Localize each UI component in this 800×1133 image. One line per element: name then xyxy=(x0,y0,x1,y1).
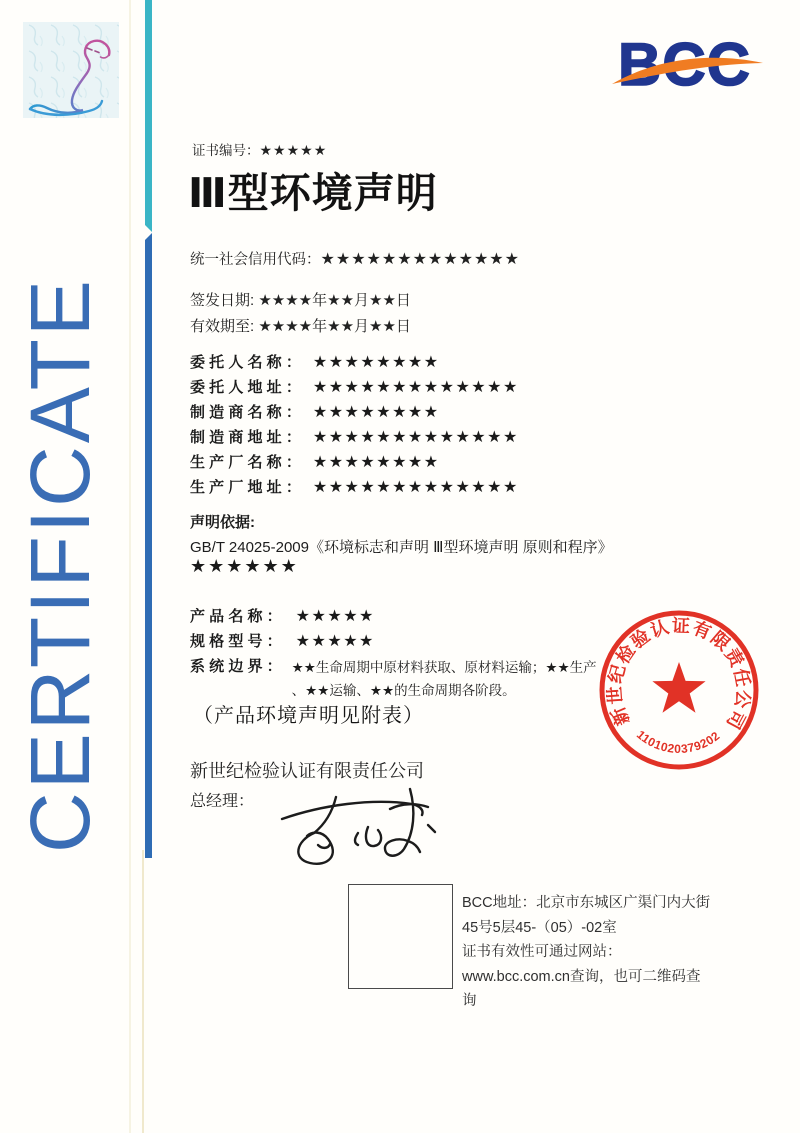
field-label: 生 产 厂 地 址 ： xyxy=(190,479,301,496)
field-value: ★★★★★★★★★★★★★ xyxy=(312,479,519,496)
signer-label: 总经理： xyxy=(190,793,255,810)
system-boundary-label: 系 统 边 界 ： xyxy=(190,658,282,675)
valid-date-row xyxy=(190,315,411,336)
footer-line: 询 xyxy=(462,993,477,1009)
signature-image xyxy=(262,775,452,870)
footer-line: 45号5层45-（05）-02室 xyxy=(462,919,617,936)
cert-number-label: 证书编号： xyxy=(192,143,260,158)
product-model-value: ★★★★★ xyxy=(295,633,375,650)
scan-artifact-line xyxy=(142,850,144,1133)
hologram-animal-image xyxy=(23,22,119,118)
footer-address xyxy=(462,891,762,1014)
product-model-row xyxy=(190,631,375,653)
valid-date-value: ★★★★年★★月★★日 xyxy=(258,318,411,335)
svg-text:1101020379202 xyxy=(634,727,723,755)
system-boundary-line1: ★★生命周期中原材料获取、原材料运输；★★生产 xyxy=(291,660,597,675)
basis-stars-value: ★★★★★★ xyxy=(190,556,299,576)
product-model-label: 规 格 型 号 ： xyxy=(190,633,282,650)
annex-note: （产品环境声明见附表） xyxy=(193,705,424,727)
field-row-client-name xyxy=(190,350,519,375)
party-fields xyxy=(190,350,519,500)
basis-standard-text: GB/T 24025-2009《环境标志和声明 Ⅲ型环境声明 原则和程序》 xyxy=(190,539,613,556)
company-name: 新世纪检验认证有限责任公司 xyxy=(190,761,424,781)
bcc-logo-text: BCC xyxy=(618,31,751,94)
field-row-manufacturer-address xyxy=(190,425,519,450)
stamp-star-icon xyxy=(652,662,705,713)
field-value: ★★★★★★★★ xyxy=(312,404,440,421)
product-name-label: 产 品 名 称 ： xyxy=(190,608,282,625)
field-row-factory-name xyxy=(190,450,519,475)
field-value: ★★★★★★★★ xyxy=(312,454,440,471)
product-name-row xyxy=(190,606,375,628)
scan-artifact-line xyxy=(129,0,131,1133)
stamp-number-text: 1101020379202 xyxy=(633,727,723,756)
field-label: 委 托 人 地 址 ： xyxy=(190,379,301,396)
field-label: 制 造 商 名 称 ： xyxy=(190,404,301,421)
cert-number-value: ★★★★★ xyxy=(259,142,328,158)
valid-date-label: 有效期至: xyxy=(190,318,259,335)
credit-code-row xyxy=(190,248,520,269)
issue-date-row xyxy=(190,289,411,310)
field-row-factory-address xyxy=(190,475,519,500)
cert-number-row xyxy=(192,139,327,159)
footer-line: 证书有效性可通过网站： xyxy=(462,944,622,960)
page-title: Ⅲ型环境声明 xyxy=(188,170,438,216)
stamp-company-text: 新世纪检验认证有限责任公司 xyxy=(604,615,754,734)
field-label: 制 造 商 地 址 ： xyxy=(190,429,301,446)
bcc-logo xyxy=(612,24,764,94)
company-stamp xyxy=(594,605,764,775)
field-row-client-address xyxy=(190,375,519,400)
issue-date-value: ★★★★年★★月★★日 xyxy=(258,292,411,309)
footer-line: www.bcc.com.cn查询，也可二维码查 xyxy=(462,968,701,985)
field-label: 委 托 人 名 称 ： xyxy=(190,354,301,371)
credit-code-label: 统一社会信用代码： xyxy=(190,252,321,268)
issue-date-label: 签发日期: xyxy=(190,292,259,309)
certificate-vertical-banner: CERTIFICATE xyxy=(13,277,107,853)
basis-label: 声明依据: xyxy=(190,514,255,531)
field-row-manufacturer-name xyxy=(190,400,519,425)
vertical-accent-line xyxy=(145,0,153,860)
field-value: ★★★★★★★★★★★★★ xyxy=(312,429,519,446)
system-boundary-line2: 、★★运输、★★的生命周期各阶段。 xyxy=(291,683,516,698)
field-value: ★★★★★★★★ xyxy=(312,354,440,371)
field-value: ★★★★★★★★★★★★★ xyxy=(312,379,519,396)
product-name-value: ★★★★★ xyxy=(295,608,375,625)
credit-code-value: ★★★★★★★★★★★★★ xyxy=(320,251,520,268)
field-label: 生 产 厂 名 称 ： xyxy=(190,454,301,471)
qr-placeholder-box xyxy=(348,884,453,989)
footer-line: BCC地址：北京市东城区广渠门内大街 xyxy=(462,895,711,911)
